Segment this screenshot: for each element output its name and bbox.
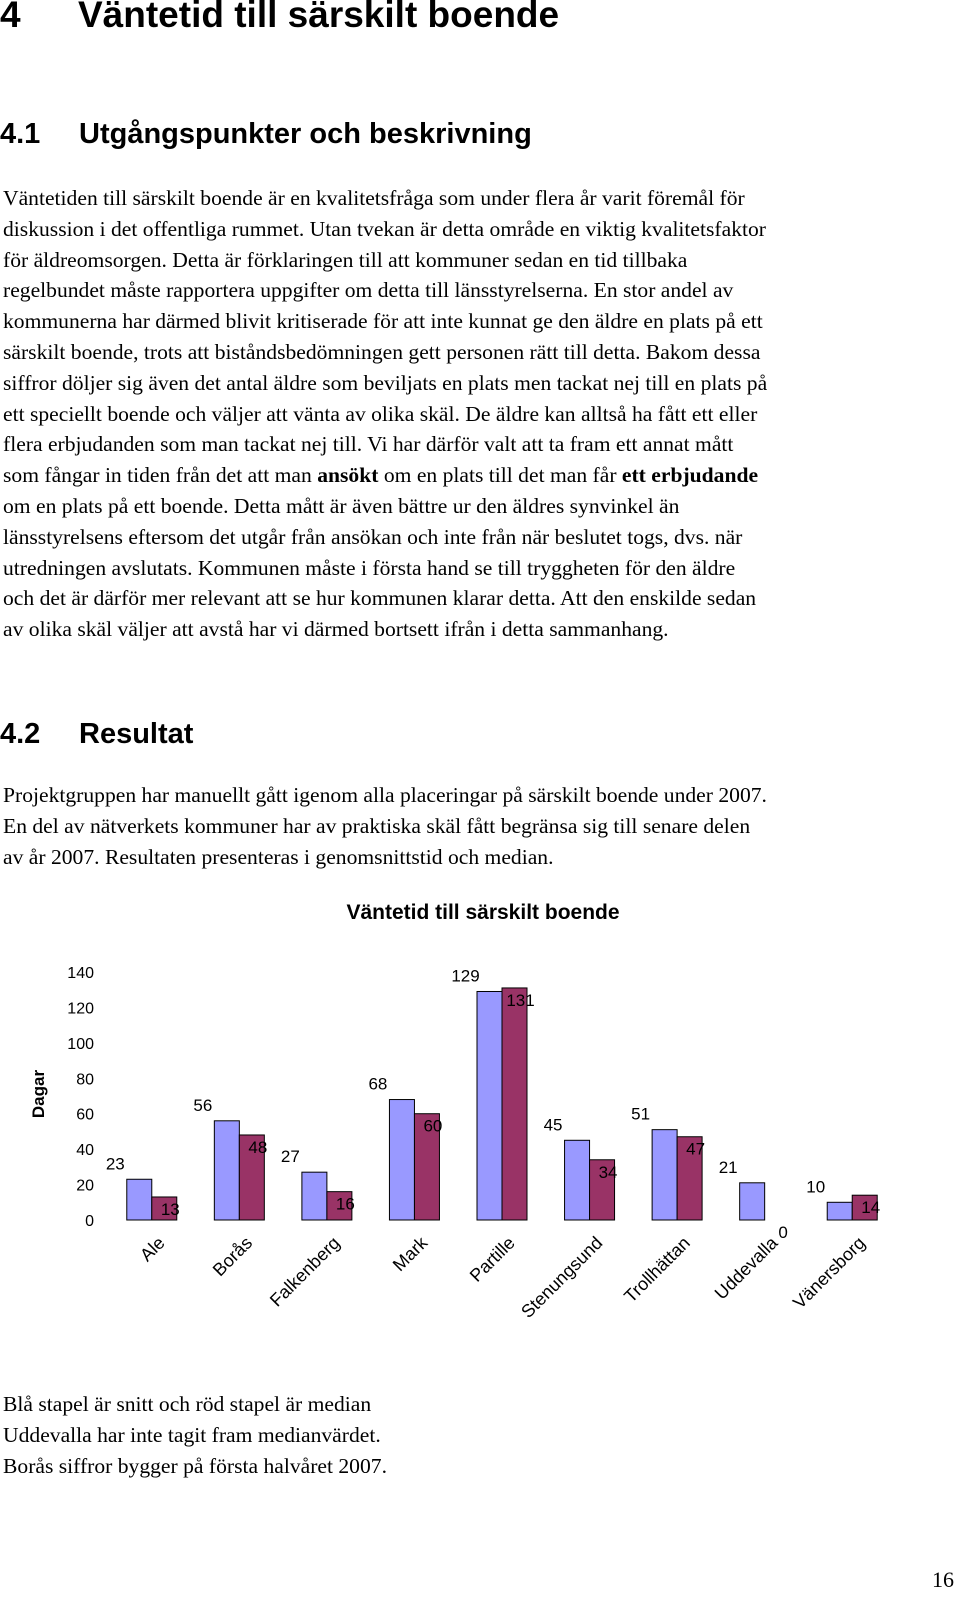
text-run: länsstyrelsens eftersom det utgår från ansökan och inte från när beslutet togs, dvs. när bbox=[3, 524, 743, 549]
chart-notes bbox=[3, 1389, 387, 1481]
bar bbox=[740, 1183, 765, 1220]
text-run: utredningen avslutats. Kommunen måste i första hand se till tryggheten för den äldre bbox=[3, 555, 736, 580]
text-run: kommunerna har därmed blivit kritiserade för att inte kunnat ge den äldre en plats på ett bbox=[3, 309, 763, 334]
section-4-2-paragraph bbox=[3, 780, 960, 872]
bar bbox=[214, 1121, 239, 1220]
data-label: 27 bbox=[280, 1147, 300, 1167]
data-label: 14 bbox=[861, 1198, 881, 1218]
paragraph-line bbox=[3, 275, 960, 306]
text-run: för äldreomsorgen. Detta är förklaringen till att kommuner sedan en tid tillbaka bbox=[3, 247, 688, 272]
bar bbox=[565, 1140, 590, 1220]
text-run: siffror döljer sig även det antal äldre som beviljats en plats men tackat nej till en plats på bbox=[3, 370, 768, 395]
paragraph-line bbox=[3, 306, 960, 337]
paragraph-line bbox=[3, 553, 960, 584]
data-label: 34 bbox=[598, 1162, 618, 1182]
text-run: och det är därför mer relevant att se hur kommunen klarar detta. Att den enskilde sedan bbox=[3, 586, 757, 611]
category-label: Mark bbox=[388, 1232, 432, 1276]
y-tick-label: 100 bbox=[67, 1035, 94, 1053]
bold-text: ansökt bbox=[317, 463, 379, 488]
section-heading-4-1 bbox=[0, 118, 532, 151]
data-label: 21 bbox=[718, 1157, 738, 1177]
y-tick-label: 0 bbox=[85, 1213, 94, 1230]
bar bbox=[302, 1172, 327, 1220]
paragraph-line bbox=[3, 245, 960, 276]
paragraph-line bbox=[3, 214, 960, 245]
chart-title: Väntetid till särskilt boende bbox=[346, 901, 620, 924]
y-tick-label: 140 bbox=[67, 965, 94, 982]
category-label: Trollhättan bbox=[620, 1232, 694, 1307]
text-run: av olika skäl väljer att avstå har vi därmed bortsett ifrån i detta sammanhang. bbox=[3, 617, 669, 642]
paragraph-line bbox=[3, 337, 960, 368]
category-label: Vänersborg bbox=[789, 1232, 870, 1313]
y-tick-label: 120 bbox=[67, 1000, 94, 1018]
note-line: Uddevalla har inte tagit fram medianvärdet. bbox=[3, 1422, 381, 1447]
bar bbox=[477, 991, 502, 1220]
category-label: Borås bbox=[208, 1232, 257, 1281]
section-number: 4.1 bbox=[0, 118, 41, 150]
chapter-number: 4 bbox=[0, 0, 21, 35]
text-run: En del av nätverkets kommuner har av praktiska skäl fått begränsa sig till senare delen bbox=[3, 813, 751, 838]
category-label: Uddevalla bbox=[710, 1232, 782, 1304]
data-label: 68 bbox=[368, 1074, 388, 1094]
category-label: Partille bbox=[465, 1232, 519, 1286]
category-label: Ale bbox=[136, 1232, 169, 1266]
text-run: Väntetiden till särskilt boende är en kvalitetsfråga som under flera år varit föremål för bbox=[3, 186, 745, 210]
data-label: 56 bbox=[193, 1095, 213, 1115]
data-label: 45 bbox=[543, 1115, 563, 1135]
text-run: ett speciellt boende och väljer att vänta av olika skäl. De äldre kan alltså ha fått ett eller bbox=[3, 401, 758, 426]
chapter-title: Väntetid till särskilt boende bbox=[78, 0, 560, 35]
bar bbox=[502, 988, 527, 1220]
data-label: 16 bbox=[335, 1194, 355, 1214]
paragraph-line bbox=[3, 460, 960, 491]
bold-text: ett erbjudande bbox=[621, 463, 759, 488]
paragraph-line bbox=[3, 183, 960, 214]
y-axis-label: Dagar bbox=[29, 1069, 48, 1119]
y-tick-label: 40 bbox=[76, 1142, 94, 1160]
data-label: 0 bbox=[778, 1223, 788, 1242]
bar bbox=[827, 1202, 852, 1220]
text-run: om en plats till det man får bbox=[378, 463, 622, 488]
paragraph-line bbox=[3, 429, 960, 460]
note-line: Blå stapel är snitt och röd stapel är median bbox=[3, 1392, 372, 1416]
paragraph-line bbox=[3, 368, 960, 399]
text-run: särskilt boende, trots att biståndsbedömningen gett personen rätt till detta. Bakom dessa bbox=[3, 339, 761, 364]
paragraph-line bbox=[3, 811, 960, 842]
note-line: Borås siffror bygger på första halvåret 2007. bbox=[3, 1453, 387, 1478]
text-run: flera erbjudanden som man tackat nej till. Vi har därför valt att ta fram ett annat mått bbox=[3, 432, 734, 457]
waiting-time-chart bbox=[0, 885, 960, 1355]
category-label: Stenungsund bbox=[517, 1232, 607, 1322]
data-label: 51 bbox=[631, 1104, 651, 1124]
paragraph-line bbox=[3, 491, 960, 522]
data-label: 13 bbox=[160, 1199, 180, 1219]
bar bbox=[652, 1130, 677, 1220]
category-label: Falkenberg bbox=[265, 1232, 344, 1311]
bar bbox=[389, 1100, 414, 1220]
data-label: 10 bbox=[806, 1177, 826, 1197]
section-4-1-paragraph bbox=[3, 183, 960, 645]
text-run: som fångar in tiden från det att man bbox=[3, 463, 318, 488]
data-label: 47 bbox=[686, 1139, 706, 1159]
page-number: 16 bbox=[932, 1567, 954, 1592]
paragraph-line bbox=[3, 614, 960, 645]
section-heading-4-2 bbox=[0, 718, 193, 751]
text-run: av år 2007. Resultaten presenteras i genomsnittstid och median. bbox=[3, 844, 554, 869]
section-title: Resultat bbox=[79, 718, 194, 750]
y-tick-label: 60 bbox=[76, 1106, 94, 1124]
y-tick-label: 20 bbox=[76, 1177, 94, 1195]
chapter-heading bbox=[0, 0, 559, 36]
text-run: om en plats på ett boende. Detta mått är även bättre ur den äldres synvinkel än bbox=[3, 493, 680, 518]
data-label: 23 bbox=[105, 1154, 125, 1174]
paragraph-line bbox=[3, 399, 960, 430]
data-label: 129 bbox=[451, 966, 480, 986]
text-run: regelbundet måste rapportera uppgifter om detta till länsstyrelserna. En stor andel av bbox=[3, 278, 734, 303]
data-label: 48 bbox=[248, 1137, 268, 1157]
y-tick-label: 80 bbox=[76, 1071, 94, 1089]
section-number: 4.2 bbox=[0, 718, 41, 750]
bar bbox=[127, 1179, 152, 1220]
paragraph-line bbox=[3, 522, 960, 553]
data-label: 60 bbox=[423, 1116, 443, 1136]
paragraph-line bbox=[3, 842, 960, 873]
text-run: Projektgruppen har manuellt gått igenom alla placeringar på särskilt boende under 2007. bbox=[3, 783, 767, 807]
text-run: diskussion i det offentliga rummet. Utan tvekan är detta område en viktig kvalitetsfaktor bbox=[3, 216, 766, 241]
data-label: 131 bbox=[506, 990, 535, 1010]
paragraph-line bbox=[3, 780, 960, 811]
paragraph-line bbox=[3, 583, 960, 614]
section-title: Utgångspunkter och beskrivning bbox=[79, 118, 532, 150]
